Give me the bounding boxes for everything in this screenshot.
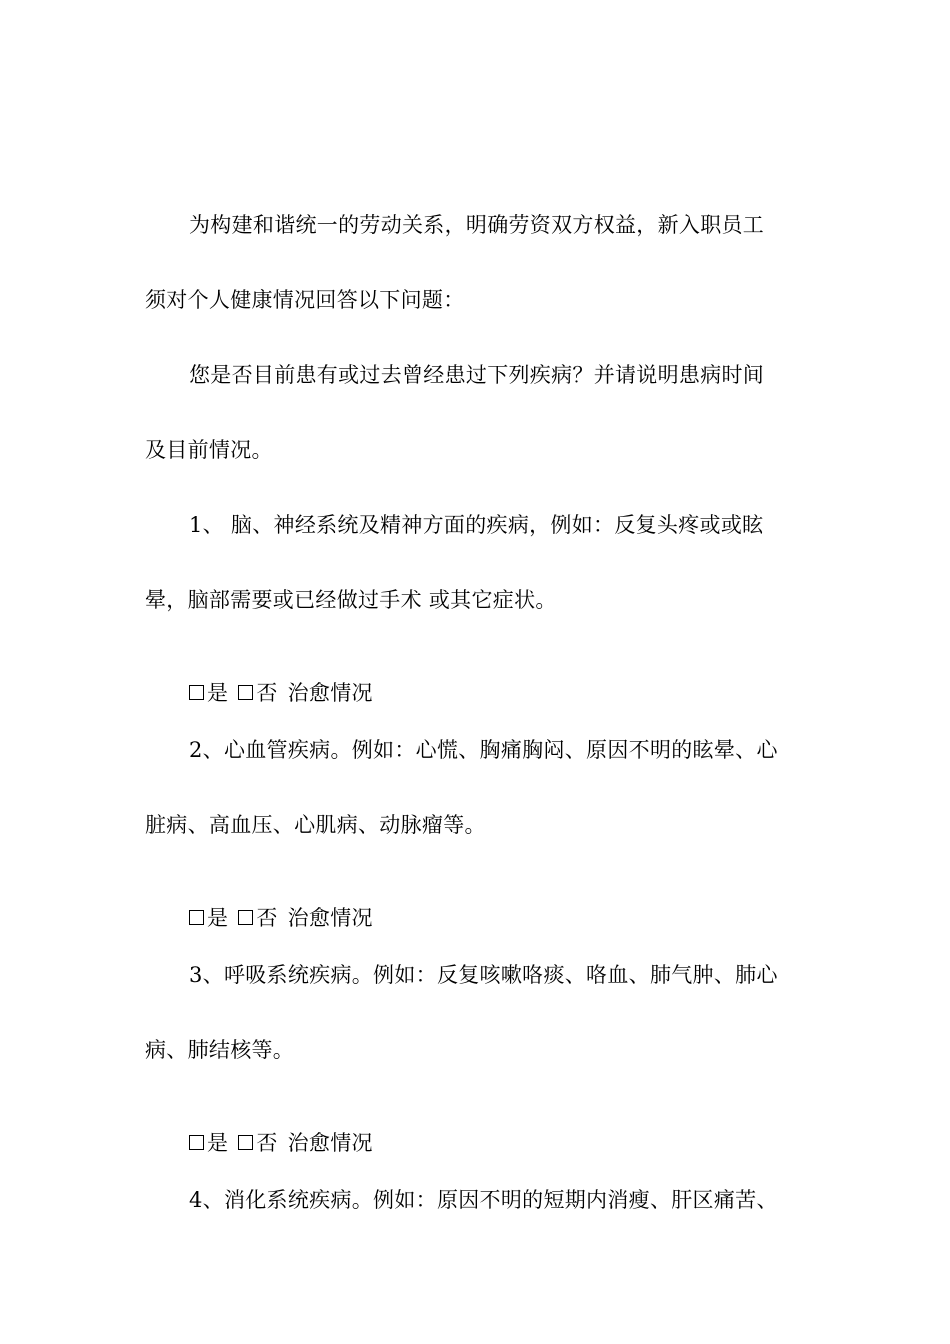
item-1-options bbox=[145, 655, 810, 730]
item-2-recovery-label: 治愈情况 bbox=[287, 905, 373, 930]
item-2-line-2: 脏病、高血压、心肌病、动脉瘤等。 bbox=[145, 813, 486, 837]
intro-line-1: 为构建和谐统一的劳动关系，明确劳资双方权益，新入职员工 bbox=[189, 213, 765, 237]
item-1-yes-label: 是 bbox=[207, 680, 229, 705]
item-1-no-label: 否 bbox=[256, 680, 278, 705]
item-2-line-1: 2、心血管疾病。例如：心慌、胸痛胸闷、原因不明的眩晕、心 bbox=[189, 738, 778, 762]
question-line-2: 及目前情况。 bbox=[145, 438, 273, 462]
item-2-options bbox=[145, 880, 810, 955]
item-1-no-checkbox[interactable] bbox=[238, 685, 253, 700]
item-1-line-2: 晕，脑部需要或已经做过手术 或其它症状。 bbox=[145, 588, 557, 612]
item-2-no-checkbox[interactable] bbox=[238, 910, 253, 925]
item-3-options bbox=[145, 1105, 810, 1180]
item-3-recovery-label: 治愈情况 bbox=[287, 1130, 373, 1155]
item-2-yes-label: 是 bbox=[207, 905, 229, 930]
intro-line-2: 须对个人健康情况回答以下问题： bbox=[145, 288, 465, 312]
item-1-line-1: 1、 脑、神经系统及精神方面的疾病，例如：反复头疼或或眩 bbox=[189, 513, 764, 537]
health-questionnaire-text bbox=[145, 205, 810, 1255]
item-3-line-2: 病、肺结核等。 bbox=[145, 1038, 295, 1062]
item-3-no-label: 否 bbox=[256, 1130, 278, 1155]
question-line-1: 您是否目前患有或过去曾经患过下列疾病？并请说明患病时间 bbox=[189, 363, 765, 387]
item-2-no-label: 否 bbox=[256, 905, 278, 930]
item-3-yes-label: 是 bbox=[207, 1130, 229, 1155]
item-1-yes-checkbox[interactable] bbox=[189, 685, 204, 700]
item-3-line-1: 3、呼吸系统疾病。例如：反复咳嗽咯痰、咯血、肺气肿、肺心 bbox=[189, 963, 778, 987]
item-3-no-checkbox[interactable] bbox=[238, 1135, 253, 1150]
item-3-yes-checkbox[interactable] bbox=[189, 1135, 204, 1150]
item-1-recovery-label: 治愈情况 bbox=[287, 680, 373, 705]
item-4-line-1: 4、消化系统疾病。例如：原因不明的短期内消瘦、肝区痛苦、 bbox=[189, 1188, 778, 1212]
item-2-yes-checkbox[interactable] bbox=[189, 910, 204, 925]
